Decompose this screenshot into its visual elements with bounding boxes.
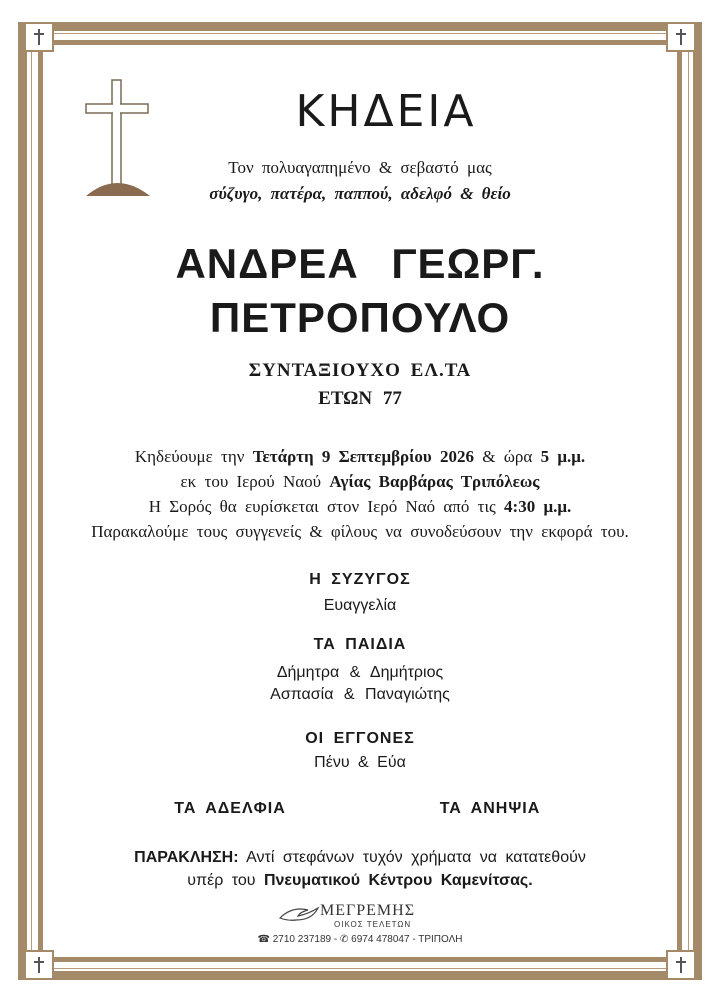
funeral-time: 5 μ.μ. [540, 447, 586, 466]
request-line-2-prefix: υπέρ του [187, 872, 256, 889]
grandchildren-heading: ΟΙ ΕΓΓΟΝΕΣ [305, 730, 415, 747]
deceased-name-line-2: ΠΕΤΡΟΠΟΥΛΟ [209, 294, 511, 341]
dove-icon [278, 904, 322, 924]
funeral-church-line [60, 472, 660, 492]
siblings-heading: ΤΑ ΑΔΕΛΦΙΑ [174, 800, 286, 817]
funeral-date: Τετάρτη 9 Σεπτεμβρίου 2026 [252, 447, 474, 466]
deceased-age: ΕΤΩΝ 77 [318, 388, 402, 409]
funeral-viewing-time: 4:30 μ.μ. [504, 497, 572, 516]
request-label: ΠΑΡΑΚΛΗΣΗ: [134, 849, 239, 866]
deceased-occupation: ΣΥΝΤΑΞΙΟΥΧΟ ΕΛ.ΤΑ [248, 360, 472, 381]
funeral-date-prefix: Κηδεύουμε την [134, 447, 245, 466]
cross-on-hill-icon [80, 78, 154, 198]
funeral-invitation-line: Παρακαλούμε τους συγγενείς & φίλους να συνοδεύσουν την εκφορά του. [91, 522, 629, 541]
children-line-2: Ασπασία & Παναγιώτης [270, 686, 450, 703]
corner-cross-icon [666, 22, 696, 52]
notice-title: ΚΗΔΕΙΑ [295, 86, 477, 137]
request-beneficiary: Πνευματικού Κέντρου Καμενίτσας. [263, 872, 533, 889]
corner-cross-icon [666, 950, 696, 980]
intro-line-2: σύζυγο, πατέρα, παππού, αδελφό & θείο [209, 184, 511, 203]
funeral-date-mid: & ώρα [482, 447, 533, 466]
funeral-home-subtitle: ΟΙΚΟΣ ΤΕΛΕΤΩΝ [334, 920, 412, 929]
funeral-date-line [60, 447, 660, 467]
funeral-church: Αγίας Βαρβάρας Τριπόλεως [329, 472, 540, 491]
funeral-home-contact: ☎ 2710 237189 - ✆ 6974 478047 - ΤΡΙΠΟΛΗ [257, 934, 463, 945]
wife-name: Ευαγγελία [323, 597, 397, 614]
children-heading: ΤΑ ΠΑΙΔΙΑ [313, 636, 407, 653]
corner-cross-icon [24, 950, 54, 980]
funeral-home-logo [270, 898, 450, 938]
request-text: Αντί στεφάνων τυχόν χρήματα να κατατεθούν [246, 849, 586, 866]
request-line-2 [60, 872, 660, 890]
deceased-name-line-1: ΑΝΔΡΕΑ ΓΕΩΡΓ. [175, 240, 545, 287]
funeral-home-name: ΜΕΓΡΕΜΗΣ [320, 902, 416, 919]
corner-cross-icon [24, 22, 54, 52]
children-line-1: Δήμητρα & Δημήτριος [276, 664, 444, 681]
funeral-viewing-prefix: Η Σορός θα ευρίσκεται στον Ιερό Ναό από τις [148, 497, 496, 516]
intro-line-1: Τον πολυαγαπημένο & σεβαστό μας [228, 158, 492, 177]
request-line-1 [60, 849, 660, 867]
nieces-heading: ΤΑ ΑΝΗΨΙΑ [439, 800, 541, 817]
wife-heading: Η ΣΥΖΥΓΟΣ [309, 571, 411, 588]
funeral-viewing-line [60, 497, 660, 517]
grandchildren-names: Πένυ & Εύα [314, 754, 406, 771]
funeral-church-prefix: εκ του Ιερού Ναού [180, 472, 322, 491]
